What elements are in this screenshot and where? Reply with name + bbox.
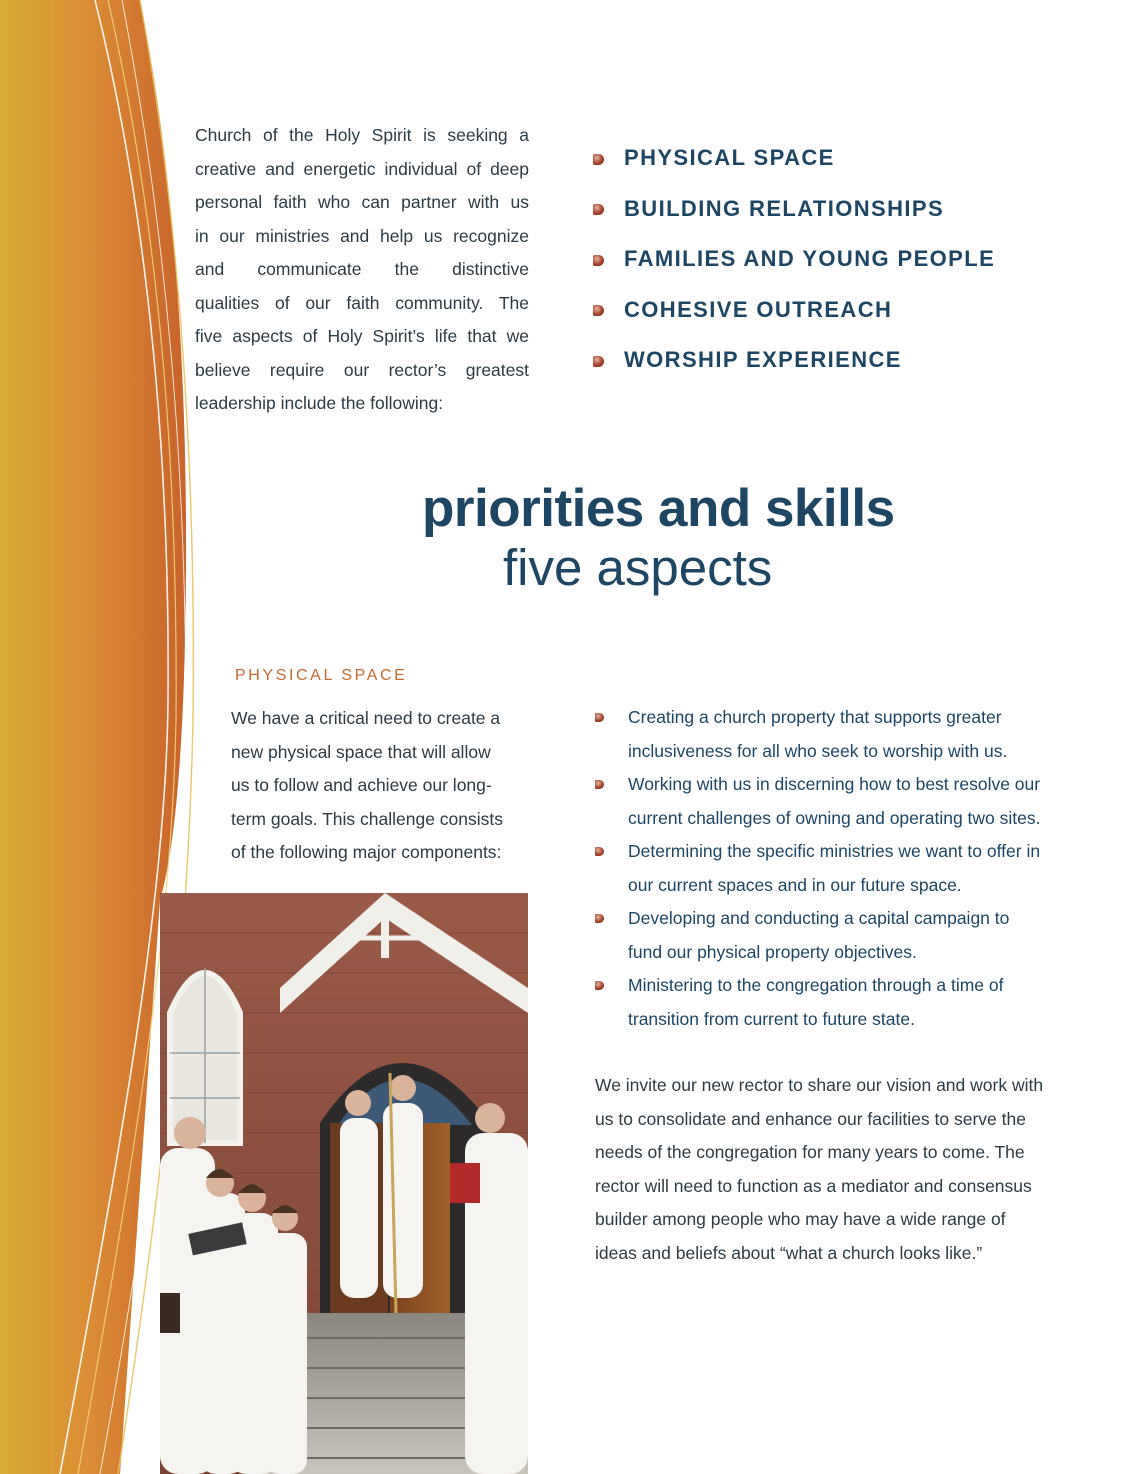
component-line: inclusiveness for all who seek to worship with us.	[628, 740, 1008, 761]
closing-line: builder among people who may have a wide range of	[595, 1209, 1006, 1229]
intro-line: five aspects of Holy Spirit’s life that we	[195, 326, 529, 346]
component-item	[595, 701, 1085, 768]
component-item	[595, 835, 1085, 902]
church-photo	[160, 893, 528, 1474]
component-line: Creating a church property that supports greater	[628, 707, 1002, 727]
aspect-item	[593, 335, 995, 386]
bullet-icon	[593, 356, 604, 367]
closing-line: rector will need to function as a mediator and consensus	[595, 1175, 1032, 1196]
bullet-icon	[593, 154, 604, 165]
component-line: Ministering to the congregation through a time of	[628, 975, 1004, 995]
five-aspects-list	[593, 133, 995, 386]
bullet-icon	[595, 847, 604, 856]
bullet-icon	[593, 255, 604, 266]
component-line: transition from current to future state.	[628, 1008, 915, 1029]
component-line: current challenges of owning and operating two sites.	[628, 807, 1041, 828]
aspect-item	[593, 133, 995, 184]
component-line: fund our physical property objectives.	[628, 941, 917, 962]
intro-line: and communicate the distinctive	[195, 259, 529, 279]
section-intro-paragraph	[231, 702, 524, 870]
aspect-label: BUILDING RELATIONSHIPS	[624, 195, 945, 221]
section-intro-line: We have a critical need to create a	[231, 708, 501, 728]
bullet-icon	[593, 204, 604, 215]
section-intro-line: us to follow and achieve our long-	[231, 775, 492, 795]
page-subtitle: five aspects	[503, 539, 773, 596]
intro-line: believe require our rector’s greatest	[195, 359, 529, 380]
aspect-item	[593, 234, 995, 285]
closing-line: ideas and beliefs about “what a church looks like.”	[595, 1242, 983, 1263]
section-intro-line: of the following major components:	[231, 842, 502, 862]
aspect-label: FAMILIES AND YOUNG PEOPLE	[624, 246, 996, 272]
component-item	[595, 969, 1085, 1036]
intro-paragraph	[195, 119, 529, 421]
component-item	[595, 768, 1085, 835]
section-intro-line: new physical space that will allow	[231, 741, 491, 762]
intro-line: personal faith who can partner with us	[195, 192, 529, 212]
component-line: Developing and conducting a capital campaign to	[628, 908, 1010, 928]
component-line: our current spaces and in our future space.	[628, 874, 962, 895]
page-title: priorities and skills	[422, 479, 895, 538]
closing-line: us to consolidate and enhance our facilities to serve the	[595, 1108, 1026, 1129]
closing-paragraph	[595, 1069, 1075, 1270]
bullet-icon	[595, 780, 604, 789]
bullet-icon	[595, 981, 604, 990]
bullet-icon	[595, 914, 604, 923]
section-intro-line: term goals. This challenge consists	[231, 808, 504, 829]
closing-line: We invite our new rector to share our vision and work with	[595, 1075, 1044, 1095]
aspect-item	[593, 184, 995, 235]
intro-line: in our ministries and help us recognize	[195, 225, 529, 246]
bullet-icon	[593, 305, 604, 316]
intro-line: qualities of our faith community. The	[195, 292, 529, 313]
component-item	[595, 902, 1085, 969]
intro-line: Church of the Holy Spirit is seeking a	[195, 125, 529, 145]
intro-line: leadership include the following:	[195, 393, 444, 413]
components-list	[595, 701, 1085, 1036]
bullet-icon	[595, 713, 604, 722]
aspect-label: PHYSICAL SPACE	[624, 145, 835, 171]
aspect-label: WORSHIP EXPERIENCE	[624, 347, 902, 373]
section-heading: PHYSICAL SPACE	[235, 667, 408, 684]
closing-line: needs of the congregation for many years to come. The	[595, 1142, 1025, 1162]
aspect-item	[593, 285, 995, 336]
component-line: Determining the specific ministries we want to offer in	[628, 841, 1041, 861]
component-line: Working with us in discerning how to best resolve our	[628, 774, 1041, 794]
aspect-label: COHESIVE OUTREACH	[624, 296, 893, 322]
intro-line: creative and energetic individual of deep	[195, 158, 529, 179]
